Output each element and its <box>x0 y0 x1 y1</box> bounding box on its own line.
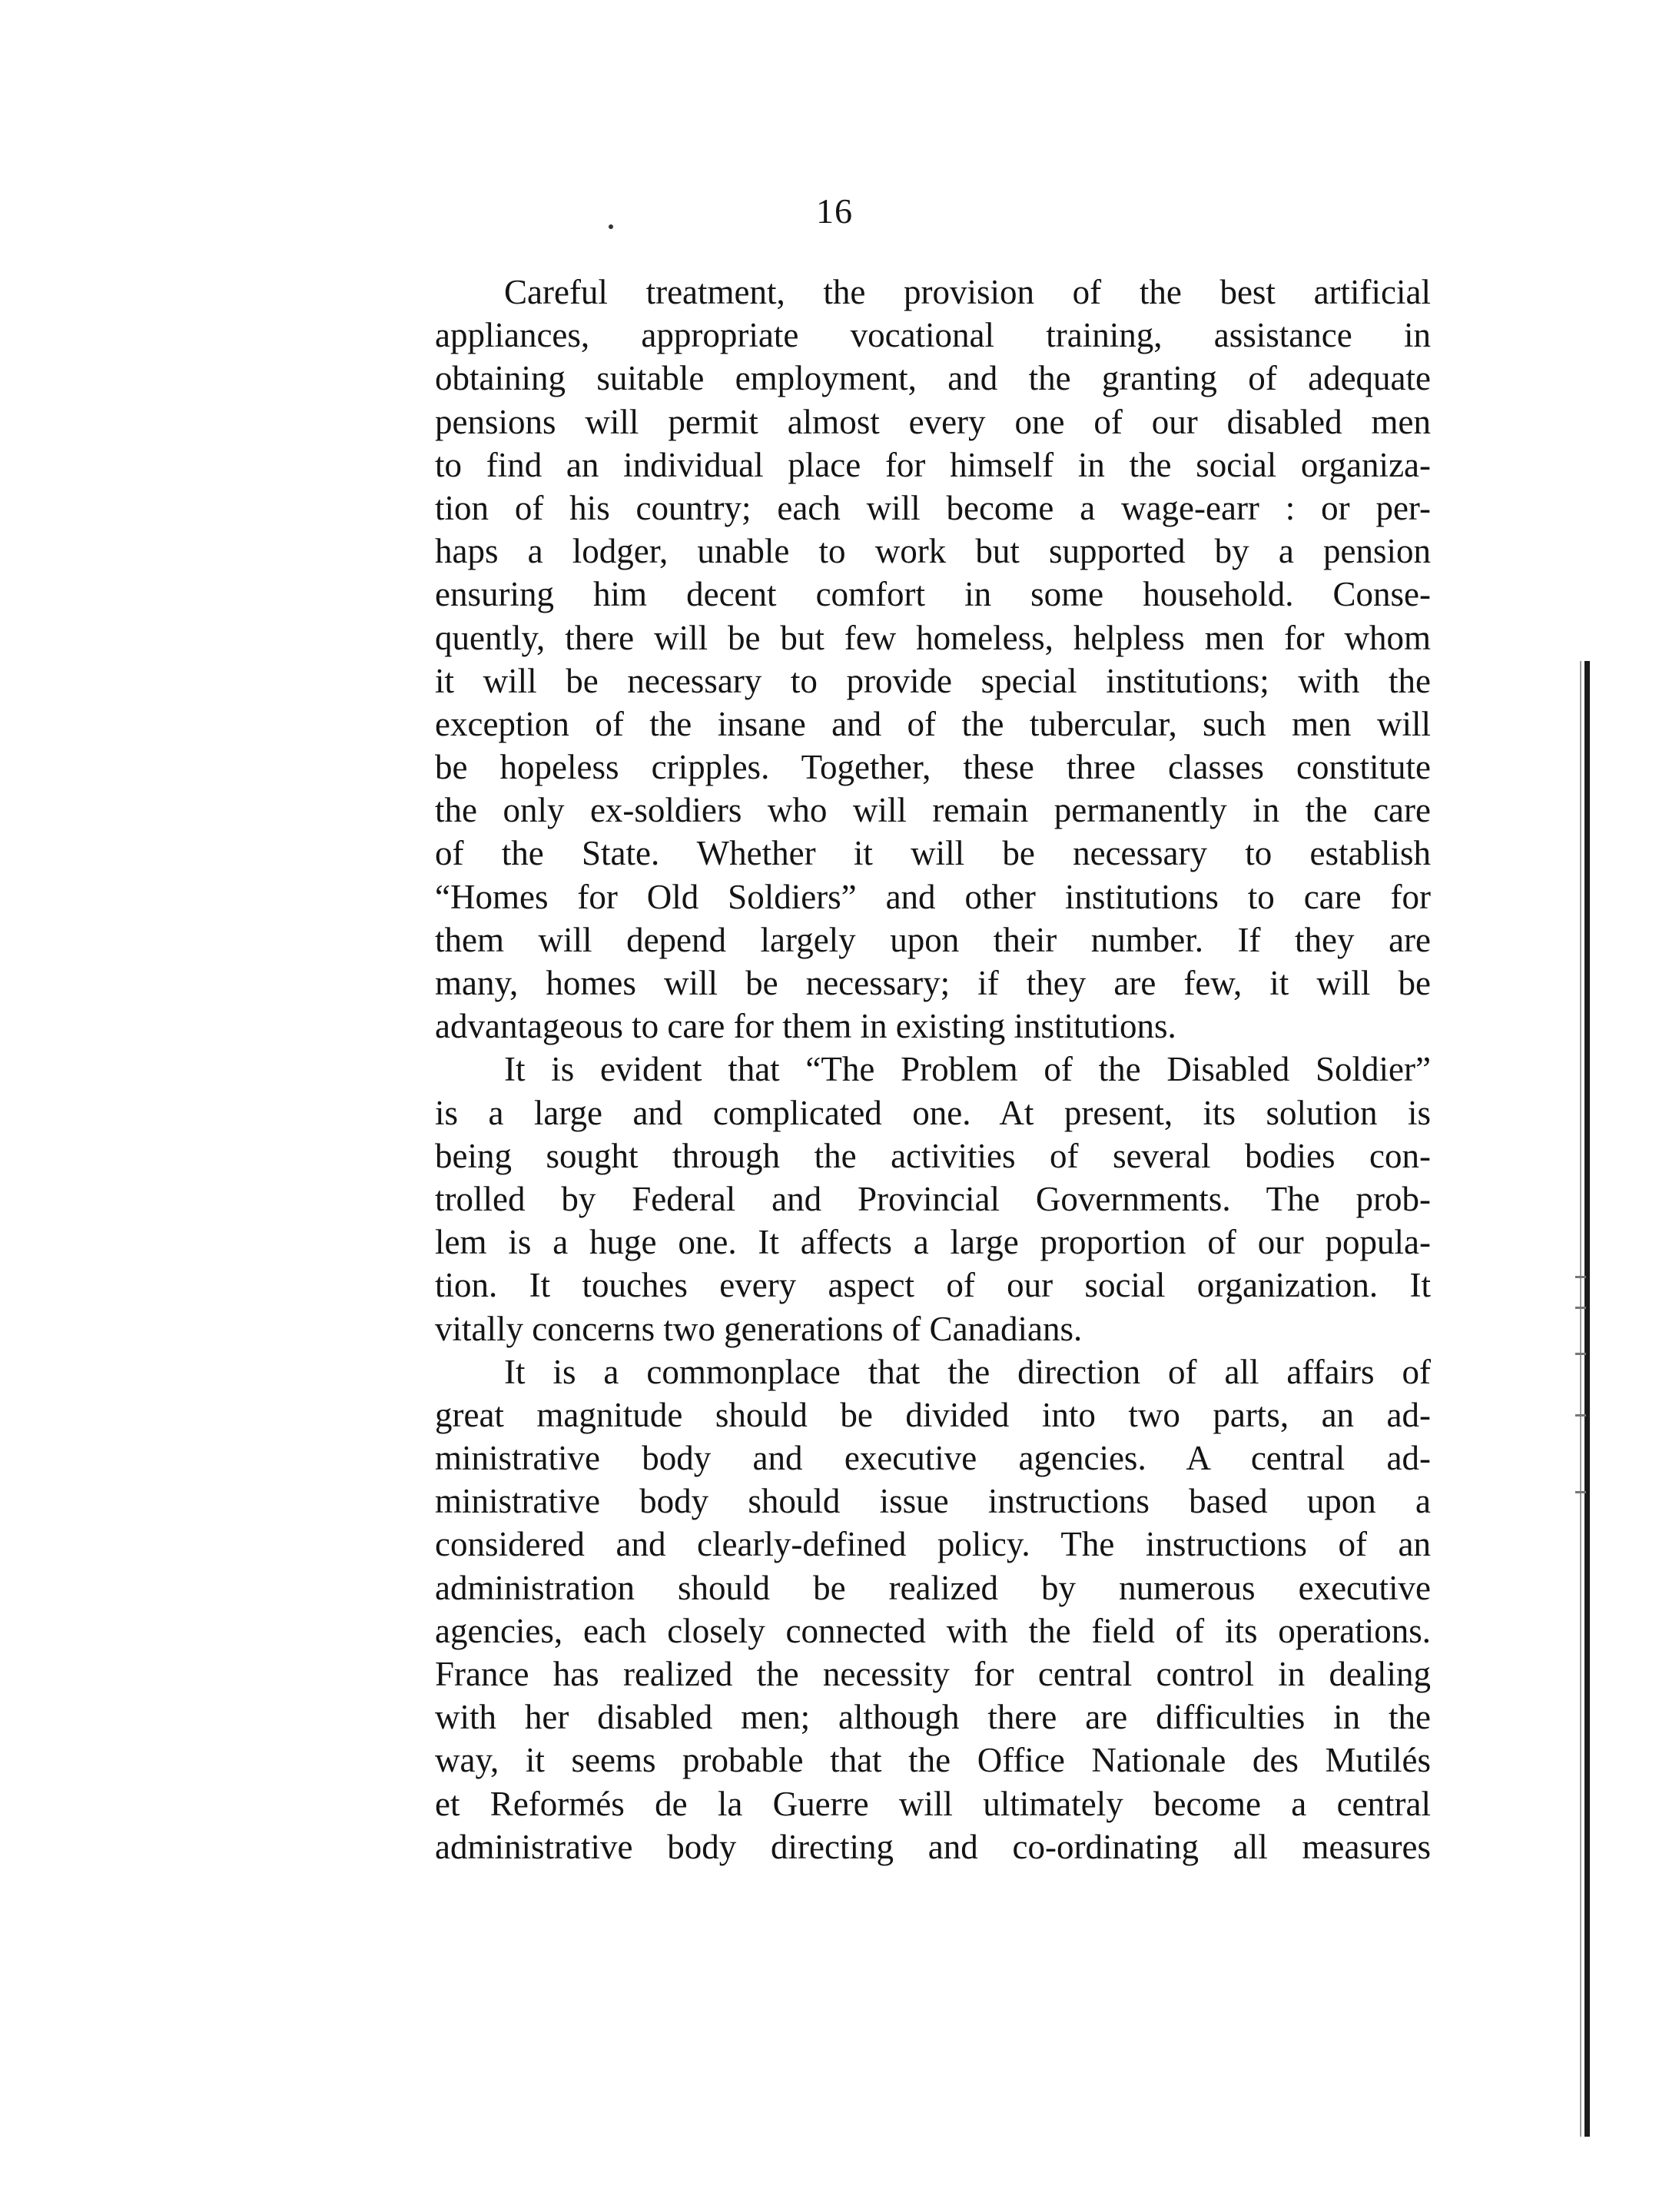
text-line: France has realized the necessity for central control in dealing <box>435 1655 1431 1693</box>
text-line: “Homes for Old Soldiers” and other institutions to care for <box>435 877 1431 916</box>
scan-speck <box>1575 1276 1586 1278</box>
text-line: way, it seems probable that the Office Nationale des Mutilés <box>435 1741 1431 1780</box>
text-line: is a large and complicated one. At present, its solution is <box>435 1093 1431 1132</box>
scan-speck <box>1575 1414 1586 1417</box>
text-line: tion of his country; each will become a wage-earr : or per- <box>435 488 1431 527</box>
page-edge-shadow <box>1580 661 1581 2137</box>
text-line: lem is a huge one. It affects a large proportion of our popula- <box>435 1223 1431 1262</box>
text-line: tion. It touches every aspect of our social organization. It <box>435 1266 1431 1305</box>
text-line: many, homes will be necessary; if they are few, it will be <box>435 964 1431 1002</box>
scan-speck <box>1575 1307 1586 1309</box>
text-line: trolled by Federal and Provincial Governments. The prob- <box>435 1179 1431 1218</box>
text-line: great magnitude should be divided into two parts, an ad- <box>435 1395 1431 1434</box>
text-line: them will depend largely upon their number. If they are <box>435 920 1431 959</box>
text-line: It is a commonplace that the direction of all affairs of <box>504 1352 1431 1391</box>
text-line: et Reformés de la Guerre will ultimately become a central <box>435 1784 1431 1823</box>
page-number: 16 <box>816 191 853 231</box>
scan-speck <box>609 224 613 229</box>
text-line: the only ex-soldiers who will remain permanently in the care <box>435 791 1431 830</box>
text-line: advantageous to care for them in existing institutions. <box>435 1007 1176 1046</box>
text-line: to find an individual place for himself in the social organiza- <box>435 445 1431 484</box>
text-line: ministrative body should issue instructions based upon a <box>435 1482 1431 1521</box>
text-line: administration should be realized by numerous executive <box>435 1568 1431 1607</box>
text-line: be hopeless cripples. Together, these three classes constitute <box>435 748 1431 787</box>
text-line: considered and clearly-defined policy. The instructions of an <box>435 1525 1431 1564</box>
page-edge-binding <box>1584 661 1590 2137</box>
text-line: administrative body directing and co-ordinating all measures <box>435 1827 1431 1866</box>
body-text <box>435 271 1431 1868</box>
scan-speck <box>1575 1353 1586 1355</box>
text-line: being sought through the activities of several bodies con- <box>435 1136 1431 1175</box>
text-line: with her disabled men; although there are difficulties in the <box>435 1698 1431 1737</box>
text-line: of the State. Whether it will be necessary to establish <box>435 834 1431 873</box>
text-line: obtaining suitable employment, and the granting of adequate <box>435 359 1431 398</box>
text-line: Careful treatment, the provision of the best artificial <box>504 273 1431 311</box>
text-line: ensuring him decent comfort in some household. Conse- <box>435 575 1431 614</box>
scan-speck <box>1575 1491 1586 1493</box>
text-line: quently, there will be but few homeless, helpless men for whom <box>435 618 1431 657</box>
text-line: vitally concerns two generations of Canadians. <box>435 1309 1083 1348</box>
text-line: appliances, appropriate vocational training, assistance in <box>435 316 1431 355</box>
text-line: It is evident that “The Problem of the Disabled Soldier” <box>504 1050 1431 1089</box>
text-line: agencies, each closely connected with the field of its operations. <box>435 1611 1431 1650</box>
text-line: it will be necessary to provide special institutions; with the <box>435 661 1431 700</box>
text-line: exception of the insane and of the tubercular, such men will <box>435 704 1431 743</box>
text-line: ministrative body and executive agencies. A central ad- <box>435 1439 1431 1478</box>
text-line: haps a lodger, unable to work but supported by a pension <box>435 532 1431 571</box>
text-line: pensions will permit almost every one of our disabled men <box>435 402 1431 441</box>
